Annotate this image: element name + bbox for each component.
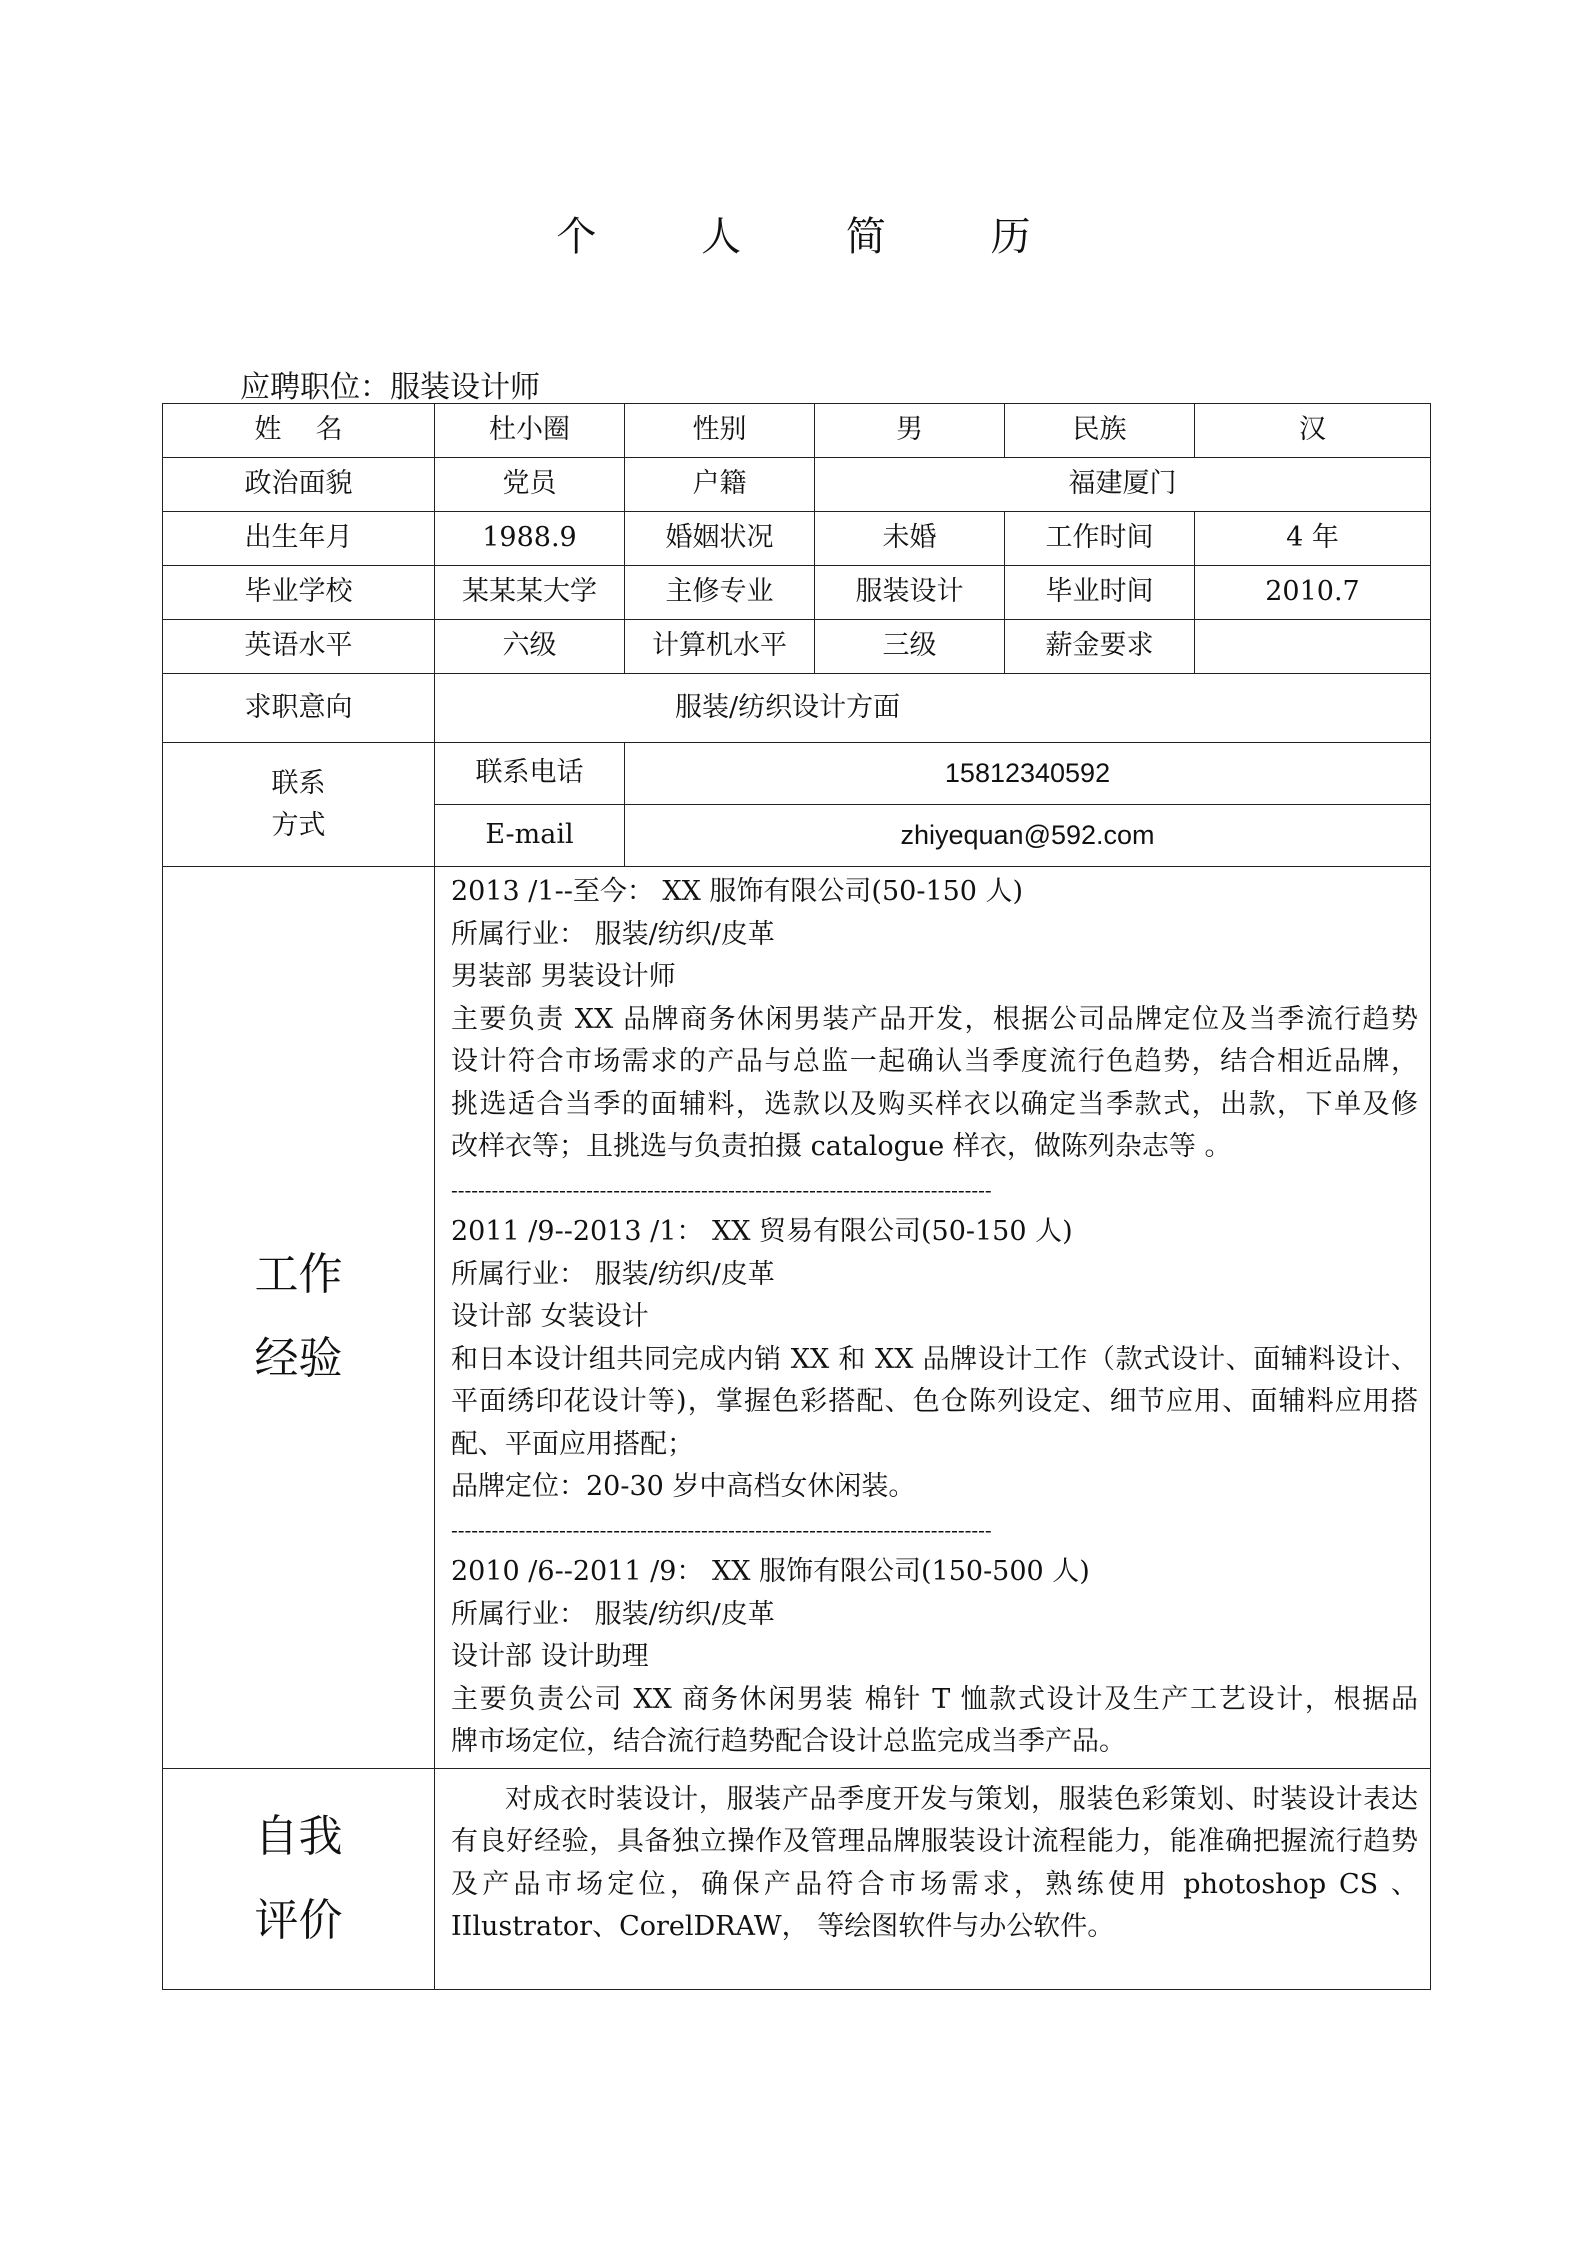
english-label: 英语水平	[163, 620, 435, 674]
contact-label	[163, 743, 435, 867]
worktime-value: 4 年	[1195, 512, 1431, 566]
major-value: 服装设计	[815, 566, 1005, 620]
name-value: 杜小圈	[435, 404, 625, 458]
email-label: E-mail	[435, 805, 625, 867]
exp-line: 所属行业： 服装/纺织/皮革	[451, 1598, 775, 1630]
intent-text: 服装/纺织设计方面	[675, 691, 901, 723]
exp-divider: --------------------------------------------------------------------------------	[451, 1517, 992, 1542]
self-eval-label-line2: 评价	[254, 1894, 343, 1946]
exp-line: 2010 /6--2011 /9： XX 服饰有限公司(150-500 人)	[451, 1556, 1090, 1587]
exp-line: 所属行业： 服装/纺织/皮革	[451, 918, 775, 950]
politics-value: 党员	[435, 458, 625, 512]
intent-label: 求职意向	[163, 674, 435, 743]
self-eval-content	[435, 1768, 1431, 1989]
exp-line: 设计符合市场需求的产品与总监一起确认当季度流行色趋势，结合相近品牌，	[451, 1046, 1418, 1077]
salary-label: 薪金要求	[1005, 620, 1195, 674]
exp-line: 设计部 女装设计	[451, 1301, 649, 1332]
position-applied: 应聘职位：服装设计师	[240, 370, 540, 405]
birth-value: 1988.9	[435, 512, 625, 566]
english-value: 六级	[435, 620, 625, 674]
birth-label: 出生年月	[163, 512, 435, 566]
phone-value: 15812340592	[625, 743, 1431, 805]
gradtime-label: 毕业时间	[1005, 566, 1195, 620]
experience-label-line2: 经验	[254, 1333, 343, 1385]
gender-value: 男	[815, 404, 1005, 458]
computer-value: 三级	[815, 620, 1005, 674]
phone-label: 联系电话	[435, 743, 625, 805]
exp-line: 所属行业： 服装/纺织/皮革	[451, 1258, 775, 1290]
exp-line: 主要负责公司 XX 商务休闲男装 棉针 T 恤款式设计及生产工艺设计，根据品	[451, 1683, 1418, 1715]
self-eval-label-line1: 自我	[254, 1810, 343, 1862]
contact-label-line1: 联系	[271, 767, 326, 799]
experience-content	[435, 867, 1431, 1769]
self-eval-text: 对成衣时装设计，服装产品季度开发与策划，服装色彩策划、时装设计表达有良好经验，具备独立操作及管理品牌服装设计流程能力，能准确把握流行趋势及产品市场定位，确保产品符合市场需求，熟练使用 photoshop CS 、IIlustrator、CorelDRAW， 等绘图软件与办公软件。	[451, 1783, 1418, 1942]
computer-label: 计算机水平	[625, 620, 815, 674]
exp-line: 配、平面应用搭配；	[451, 1428, 694, 1460]
politics-label: 政治面貌	[163, 458, 435, 512]
worktime-label: 工作时间	[1005, 512, 1195, 566]
experience-label	[163, 867, 435, 1769]
name-label: 姓 名	[163, 404, 435, 458]
exp-line: 牌市场定位，结合流行趋势配合设计总监完成当季产品。	[451, 1726, 1126, 1757]
email-value: zhiyequan@592.com	[625, 805, 1431, 867]
page-title: 个 人 简 历	[556, 214, 1077, 260]
marital-value: 未婚	[815, 512, 1005, 566]
hukou-label: 户籍	[625, 458, 815, 512]
ethnicity-value: 汉	[1195, 404, 1431, 458]
exp-line: 主要负责 XX 品牌商务休闲男装产品开发，根据公司品牌定位及当季流行趋势	[451, 1003, 1418, 1035]
exp-line: 平面绣印花设计等)，掌握色彩搭配、色仓陈列设定、细节应用、面辅料应用搭	[451, 1386, 1418, 1417]
experience-label-line1: 工作	[254, 1249, 343, 1301]
exp-divider: --------------------------------------------------------------------------------	[451, 1177, 992, 1202]
gender-label: 性别	[625, 404, 815, 458]
exp-line: 男装部 男装设计师	[451, 961, 676, 992]
intent-value	[435, 674, 1431, 743]
exp-line: 设计部 设计助理	[451, 1641, 649, 1672]
salary-value	[1195, 620, 1431, 674]
school-value: 某某某大学	[435, 566, 625, 620]
exp-line: 和日本设计组共同完成内销 XX 和 XX 品牌设计工作（款式设计、面辅料设计、	[451, 1343, 1418, 1375]
gradtime-value: 2010.7	[1195, 566, 1431, 620]
resume-table	[162, 403, 1431, 1990]
exp-line: 挑选适合当季的面辅料，选款以及购买样衣以确定当季款式，出款，下单及修	[451, 1088, 1418, 1120]
marital-label: 婚姻状况	[625, 512, 815, 566]
hukou-value: 福建厦门	[815, 458, 1431, 512]
self-eval-label	[163, 1768, 435, 1989]
contact-label-line2: 方式	[271, 809, 326, 841]
exp-line: 改样衣等；且挑选与负责拍摄 catalogue 样衣，做陈列杂志等 。	[451, 1131, 1232, 1162]
ethnicity-label: 民族	[1005, 404, 1195, 458]
school-label: 毕业学校	[163, 566, 435, 620]
exp-line: 2013 /1--至今： XX 服饰有限公司(50-150 人)	[451, 876, 1024, 907]
major-label: 主修专业	[625, 566, 815, 620]
exp-line: 品牌定位：20-30 岁中高档女休闲装。	[451, 1471, 916, 1502]
exp-line: 2011 /9--2013 /1： XX 贸易有限公司(50-150 人)	[451, 1216, 1073, 1247]
